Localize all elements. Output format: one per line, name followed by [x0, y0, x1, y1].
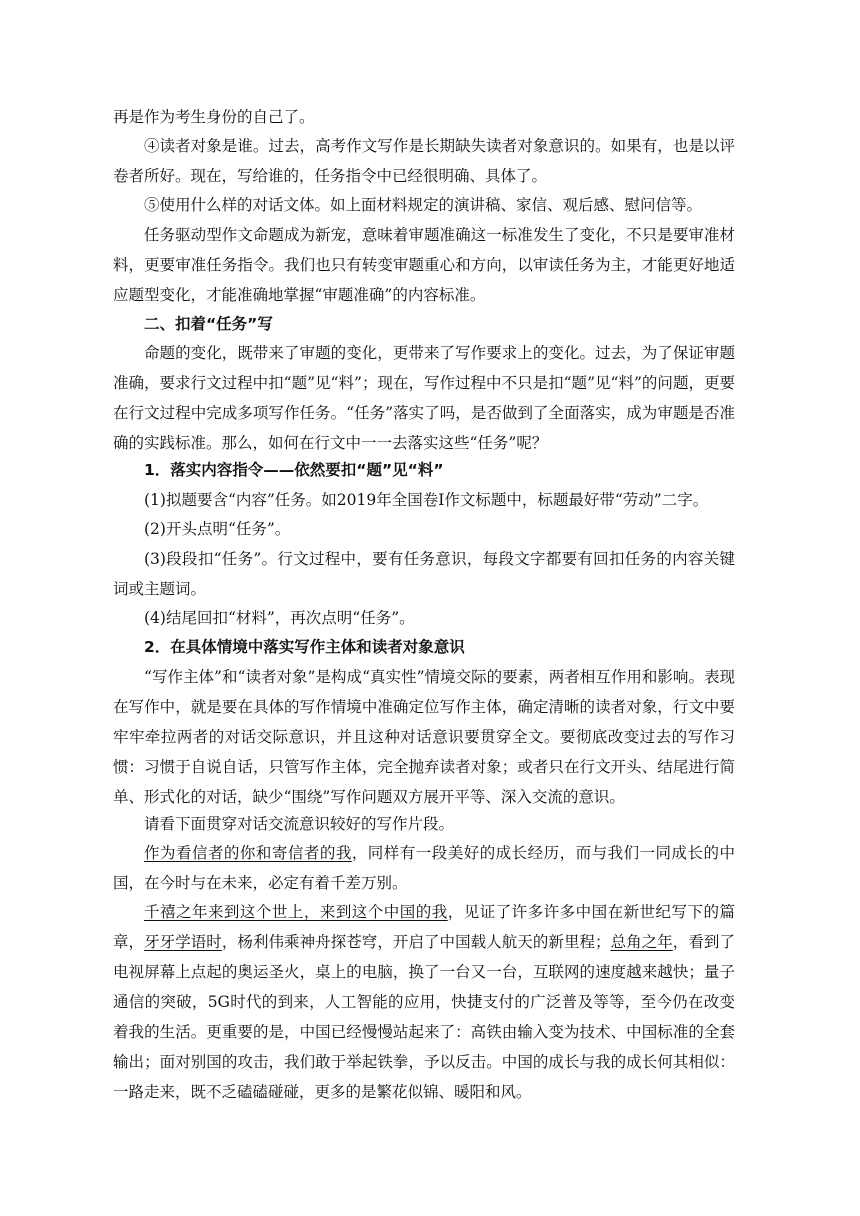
example-text: ，看到了电视屏幕上点起的奥运圣火，桌上的电脑，换了一台又一台，互联网的速度越来越快；量子通信的突破，5G时代的到来，人工智能的应用，快捷支付的广泛普及等等，至今仍在改变着我的生活。更重要的是，中国已经慢慢站起来了：高铁由输入变为技术、中国标准的全套输出；面对别国的攻击，我们敢于举起铁拳，予以反击。中国的成长与我的成长何其相似：一路走来，既不乏磕磕碰碰，更多的是繁花似锦、暖阳和风。	[113, 933, 735, 1101]
example-paragraph-2	[113, 897, 735, 1107]
example-paragraph-1	[113, 838, 735, 898]
list-item-2: (2)开头点明“任务”。	[144, 520, 291, 538]
underlined-phrase: 作为看信者的你和寄信者的我	[144, 844, 352, 862]
underlined-phrase: 总角之年	[610, 933, 673, 951]
paragraph-reader-object: ④读者对象是谁。过去，高考作文写作是长期缺失读者对象意识的。如果有，也是以评卷者所好。现在，写给谁的，任务指令中已经很明确、具体了。	[113, 137, 735, 185]
underlined-phrase: 牙牙学语时	[144, 933, 222, 951]
paragraph-task-driven: 任务驱动型作文命题成为新宠，意味着审题准确这一标准发生了变化，不只是要审准材料，更要审准任务指令。我们也只有转变审题重心和方向，以审读任务为主，才能更好地适应题型变化，才能准确地掌握“审题准确”的内容标准。	[113, 226, 735, 304]
paragraph-dialogue-style: ⑤使用什么样的对话文体。如上面材料规定的演讲稿、家信、观后感、慰问信等。	[144, 196, 703, 214]
example-text: ，见证了许多许多中国在新世纪写下的篇章，	[113, 903, 735, 951]
paragraph-example-intro: 请看下面贯穿对话交流意识较好的写作片段。	[144, 815, 455, 833]
section-heading-2: 二、扣着“任务”写	[144, 315, 273, 333]
example-text: ，同样有一段美好的成长经历，而与我们一同成长的中国，在今时与在未来，必定有着千差万别。	[113, 844, 735, 892]
paragraph-proposition-change: 命题的变化，既带来了审题的变化，更带来了写作要求上的变化。过去，为了保证审题准确，要求行文过程中扣“题”见“料”；现在，写作过程中不只是扣“题”见“料”的问题，更要在行文过程中完成多项写作任务。“任务”落实了吗，是否做到了全面落实，成为审题是否准确的实践标准。那么，如何在行文中一一去落实这些“任务”呢？	[113, 344, 735, 452]
list-item-1: (1)拟题要含“内容”任务。如2019年全国卷Ⅰ作文标题中，标题最好带“劳动”二字。	[144, 491, 709, 509]
subheading-2: 2．在具体情境中落实写作主体和读者对象意识	[144, 638, 465, 656]
list-item-3: (3)段段扣“任务”。行文过程中，要有任务意识，每段文字都要有回扣任务的内容关键词或主题词。	[113, 550, 735, 598]
example-text: ，杨利伟乘神舟探苍穹，开启了中国载人航天的新里程；	[221, 933, 611, 951]
underlined-phrase: 千禧之年来到这个世上，来到这个中国的我	[144, 903, 448, 921]
subheading-1: 1．落实内容指令——依然要扣“题”见“料”	[144, 461, 444, 479]
paragraph-continuation: 再是作为考生身份的自己了。	[113, 108, 315, 126]
list-item-4: (4)结尾回扣“材料”，再次点明“任务”。	[144, 609, 415, 627]
paragraph-subject-reader: “写作主体”和“读者对象”是构成“真实性”情境交际的要素，两者相互作用和影响。表现在写作中，就是要在具体的写作情境中准确定位写作主体，确定清晰的读者对象，行文中要牢牢牵拉两者的对话交际意识，并且这种对话意识要贯穿全文。要彻底改变过去的写作习惯：习惯于自说自话，只管写作主体，完全抛弃读者对象；或者只在行文开头、结尾进行简单、形式化的对话，缺少“围绕”写作问题双方展开平等、深入交流的意识。	[113, 668, 735, 806]
